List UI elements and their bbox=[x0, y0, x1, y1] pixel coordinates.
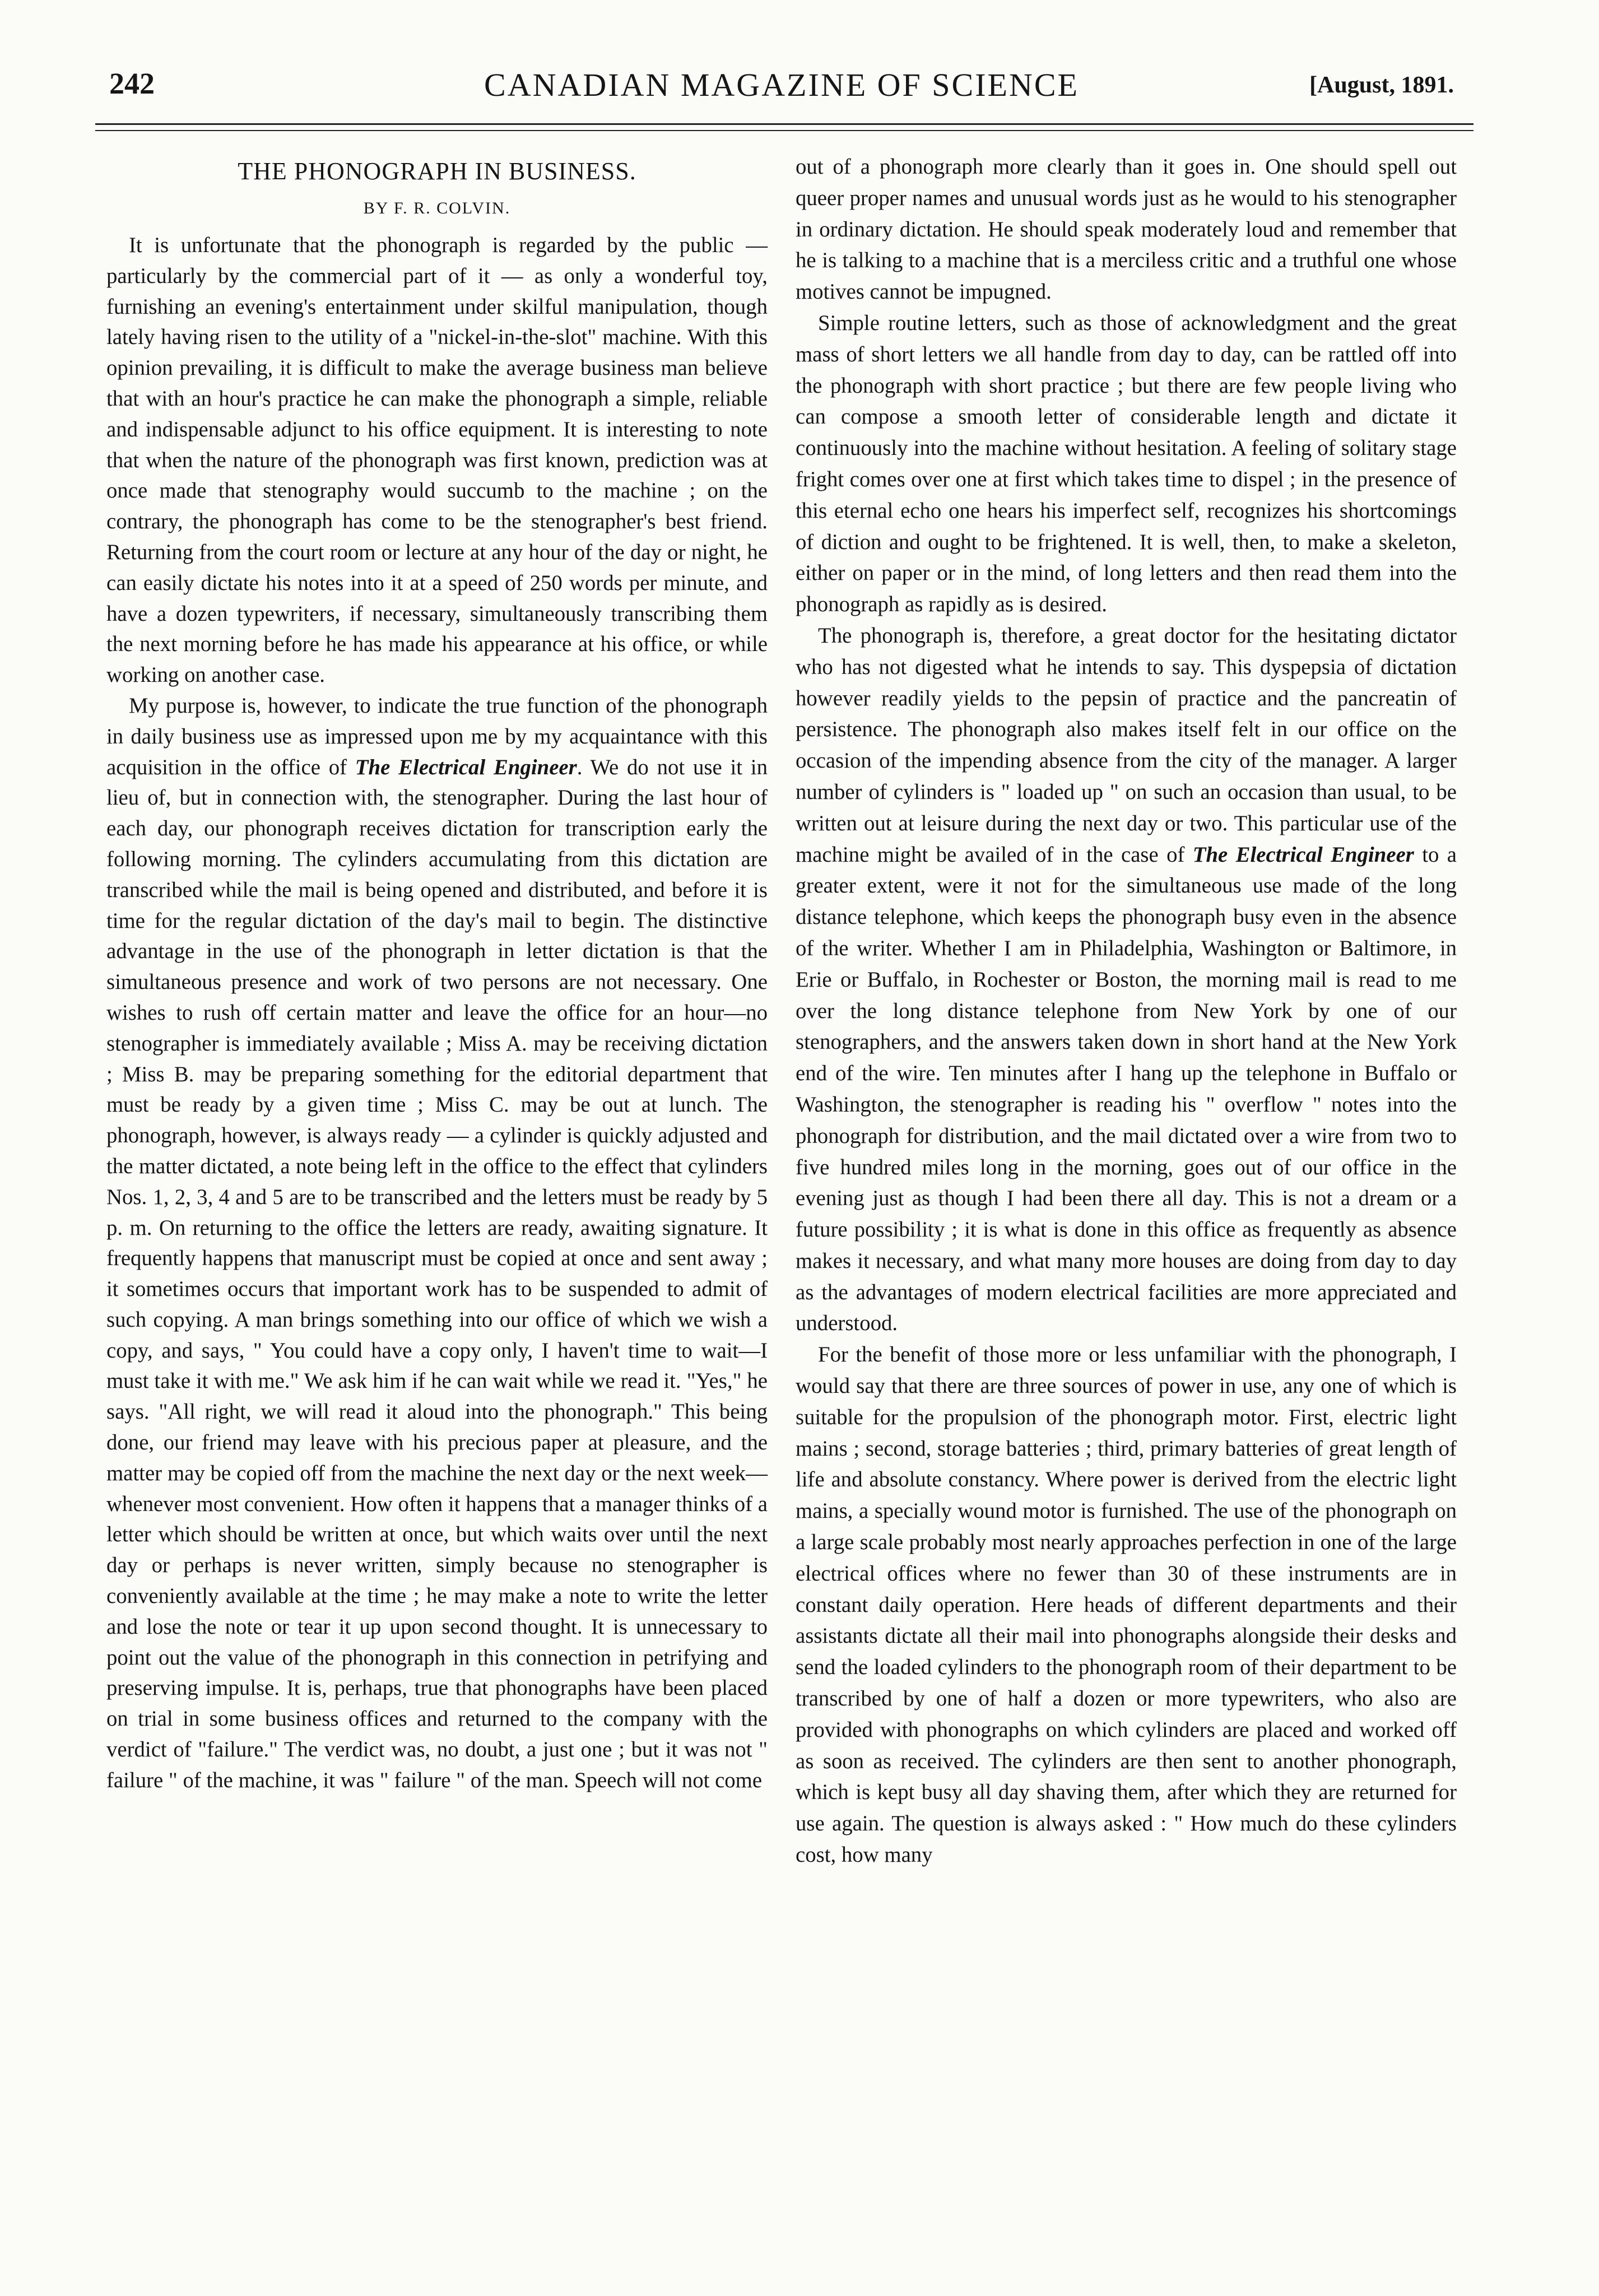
left-column bbox=[106, 151, 768, 1796]
header-rule-top bbox=[95, 123, 1474, 125]
paragraph: It is unfortunate that the phonograph is regarded by the public — particularly by the commercial part of it — as only a wonderful toy, furnishing an evening's entertainment under skilful manipulation, though lately having risen to the utility of a "nickel-in-the-slot" machine. With this opinion prevailing, it is difficult to make the average business man believe that with an hour's practice he can make the phonograph a simple, reliable and indispensable adjunct to his office equipment. It is interesting to note that when the nature of the phonograph was first known, prediction was at once made that stenography would succumb to the machine ; on the contrary, the phonograph has come to be the stenographer's best friend. Returning from the court room or lecture at any hour of the day or night, he can easily dictate his notes into it at a speed of 250 words per minute, and have a dozen typewriters, if necessary, simultaneously transcribing them the next morning before he has made his appearance at his office, or while working on another case. bbox=[106, 233, 768, 687]
paragraph: out of a phonograph more clearly than it goes in. One should spell out queer proper names and unusual words just as he would to his stenographer in ordinary dictation. He should speak moderately loud and remember that he is talking to a machine that is a merciless critic and a truthful one whose motives cannot be impugned. bbox=[796, 155, 1457, 304]
right-column bbox=[796, 151, 1457, 1871]
journal-name-italic: The Electrical Engineer bbox=[1192, 842, 1414, 867]
journal-title: CANADIAN MAGAZINE OF SCIENCE bbox=[484, 67, 1079, 103]
header-rule-bottom bbox=[95, 130, 1474, 131]
author-name: F. R. COLVIN. bbox=[393, 199, 511, 217]
page-header bbox=[109, 66, 1454, 111]
paragraph-text: My purpose is, however, to indicate the true function of the phonograph in daily business use as impressed upon me by my acquaintance with this acquisition in the office of bbox=[106, 693, 768, 779]
paragraph: Simple routine letters, such as those of acknowledgment and the great mass of short letters we all handle from day to day, can be rattled off into the phonograph with short practice ; but there are few people living who can compose a smooth letter of considerable length and dictate it continuously into the machine without hesitation. A feeling of solitary stage fright comes over one at first which takes time to dispel ; in the presence of this eternal echo one hears his imperfect self, recognizes his shortcomings of diction and ought to be frightened. It is well, then, to make a skeleton, either on paper or in the mind, of long letters and then read them into the phonograph as rapidly as is desired. bbox=[796, 310, 1457, 617]
paragraph-text: to a greater extent, were it not for the simultaneous use made of the long distance telephone, which keeps the phonograph busy even in the absence of the writer. Whether I am in Philadelphia, Washington or Baltimore, in Erie or Buffalo, in Rochester or Boston, the morning mail is read to me over the long distance telephone from New York by one of our stenographers, and the answers taken down in short hand at the New York end of the wire. Ten minutes after I hang up the telephone in Buffalo or Washington, the stenographer is reading his " overflow " notes into the phonograph for distribution, and the mail dictated over a wire from two to five hundred miles long in the morning, goes out of our office in the evening just as though I had been there all day. This is not a dream or a future possibility ; it is what is done in this office as frequently as absence makes it necessary, and what many more houses are doing from day to day as the advantages of modern electrical facilities are more appreciated and understood. bbox=[796, 842, 1457, 1336]
paragraph bbox=[796, 620, 1457, 1339]
byline-prefix: BY bbox=[363, 199, 394, 217]
article-title: THE PHONOGRAPH IN BUSINESS. bbox=[238, 157, 636, 185]
page-number: 242 bbox=[109, 67, 155, 100]
issue-date: [August, 1891. bbox=[1309, 72, 1454, 98]
paragraph: For the benefit of those more or less unfamiliar with the phonograph, I would say that there are three sources of power in use, any one of which is suitable for the propulsion of the phonograph motor. First, electric light mains ; second, storage batteries ; third, primary batteries of great length of life and absolute constancy. Where power is derived from the electric light mains, a specially wound motor is furnished. The use of the phonograph on a large scale probably most nearly approaches perfection in one of the large electrical offices where no fewer than 30 of these instruments are in constant daily operation. Here heads of different departments and their assistants dictate all their mail into phonographs alongside their desks and send the loaded cylinders to the phonograph room of their department to be transcribed by one of half a dozen or more typewriters, who also are provided with phonographs on which cylinders are placed and worked off as soon as received. The cylinders are then sent to another phonograph, which is kept busy all day shaving them, after which they are returned for use again. The question is always asked : " How much do these cylinders cost, how many bbox=[796, 1342, 1457, 1867]
paragraph bbox=[106, 691, 768, 1796]
journal-name-italic: The Electrical Engineer bbox=[355, 755, 577, 779]
paragraph-text: The phonograph is, therefore, a great doctor for the hesitating dictator who has not digested what he intends to say. This dyspepsia of dictation however readily yields to the pepsin of practice and the pancreatin of persistence. The phonograph also makes itself felt in our office on the occasion of the impending absence from the city of the manager. A larger number of cylinders is " loaded up " on such an occasion than usual, to be written out at leisure during the next day or two. This particular use of the machine might be availed of in the case of bbox=[796, 623, 1457, 867]
paragraph-text: . We do not use it in lieu of, but in connection with, the stenographer. During the last hour of each day, our phonograph receives dictation for transcription early the following morning. The cylinders accumulating from this dictation are transcribed while the mail is being opened and distributed, and before it is time for the regular dictation of the day's mail to begin. The distinctive advantage in the use of the phonograph in letter dictation is that the simultaneous presence and work of two persons are not necessary. One wishes to rush off certain matter and leave the office for an hour—no stenographer is immediately available ; Miss A. may be receiving dictation ; Miss B. may be preparing something for the editorial department that must be ready by a given time ; Miss C. may be out at lunch. The phonograph, however, is always ready — a cylinder is quickly adjusted and the matter dictated, a note being left in the office to the effect that cylinders Nos. 1, 2, 3, 4 and 5 are to be transcribed and the letters must be ready by 5 p. m. On returning to the office the letters are ready, awaiting signature. It frequently happens that manuscript must be copied at once and sent away ; it sometimes occurs that important work has to be suspended to admit of such copying. A man brings something into our office of which we wish a copy, and says, " You could have a copy only, I haven't time to wait—I must take it with me." We ask him if he can wait while we read it. "Yes," he says. "All right, we will read it aloud into the phonograph." This being done, our friend may leave with his precious paper at pleasure, and the matter may be copied off from the machine the next day or the next week—whenever most convenient. How often it happens that a manager thinks of a letter which should be written at once, but which waits over until the next day or perhaps is never written, simply because no stenographer is conveniently available at the time ; he may make a note to write the letter and lose the note or tear it up upon second thought. It is unnecessary to point out the value of the phonograph in this connection in petrifying and preserving impulse. It is, perhaps, true that phonographs have been placed on trial in some business offices and returned to the company with the verdict of "failure." The verdict was, no doubt, a just one ; but it was not " failure " of the machine, it was " failure " of the man. Speech will not come bbox=[106, 755, 768, 1792]
byline bbox=[106, 199, 768, 218]
